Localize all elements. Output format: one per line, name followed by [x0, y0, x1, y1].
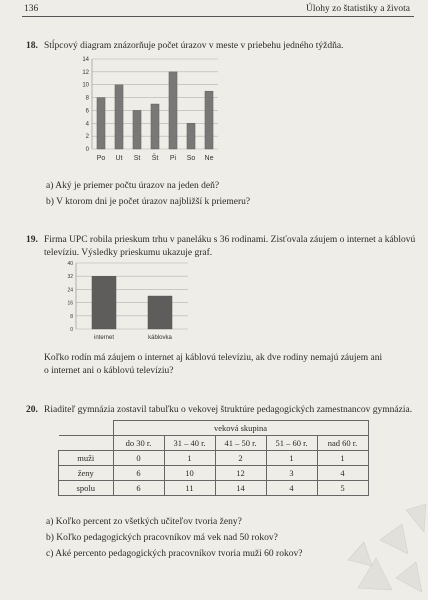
problem-19-question-line1: Koľko rodín má záujem o internet aj káblovú televíziu, ak dve rodiny nemajú záujem ani [44, 353, 383, 363]
problem-19-text-line1: Firma UPC robila prieskum trhu v paneláku s 36 rodinami. Zisťovala záujem o internet a káblovú [44, 235, 416, 245]
problem-18-text: Stĺpcový diagram znázorňuje počet úrazov v meste v priebehu jedného týždňa. [44, 41, 344, 51]
page-number: 136 [24, 4, 39, 14]
y-tick-label: 10 [82, 82, 89, 89]
table-group-header: veková skupina [113, 421, 368, 436]
problem-18-number: 18. [26, 41, 38, 51]
row-label: muži [59, 451, 114, 466]
x-tick-label: Po [96, 155, 106, 162]
survey-bar-chart [60, 258, 210, 348]
bar [92, 276, 116, 329]
y-tick-label: 8 [85, 95, 89, 102]
table-cell: 10 [164, 466, 215, 481]
table-cell: 6 [113, 466, 164, 481]
table-cell: 4 [317, 466, 368, 481]
y-tick-label: 0 [85, 147, 89, 153]
table-cell: 4 [266, 481, 317, 496]
column-header: 41 – 50 r. [215, 436, 266, 451]
chart2-y-ticks [67, 261, 73, 333]
x-tick-label: So [186, 155, 196, 162]
chart1-y-ticks [82, 57, 89, 153]
bar [97, 98, 105, 149]
row-label: spolu [59, 481, 114, 496]
table-cell: 0 [113, 451, 164, 466]
problem-19-text-line2: televíziu. Výsledky prieskumu ukazuje graf. [44, 248, 213, 258]
problem-19-question-line2: o internet ani o káblovú televíziu? [44, 366, 174, 376]
row-label: ženy [59, 466, 114, 481]
column-header: 31 – 40 r. [164, 436, 215, 451]
bar [115, 85, 123, 149]
table-row [59, 451, 369, 466]
table-header-row [59, 436, 369, 451]
x-tick-label: internet [93, 335, 115, 341]
chart1-x-ticks [97, 153, 214, 162]
table-cell: 1 [266, 451, 317, 466]
problem-20-question-c: c) Aké percento pedagogických pracovníkov tvoria muži 60 rokov? [46, 549, 303, 559]
bar [187, 123, 195, 149]
column-header: nad 60 r. [317, 436, 368, 451]
table-cell: 5 [317, 481, 368, 496]
chart2-x-ticks [94, 335, 173, 341]
x-tick-label: káblovka [148, 335, 172, 341]
table-cell: 12 [215, 466, 266, 481]
x-tick-label: Pi [169, 155, 177, 162]
x-tick-label: Št [151, 155, 159, 162]
problem-20-question-a: a) Koľko percent zo všetkých učiteľov tvoria ženy? [46, 517, 242, 527]
table-cell: 1 [317, 451, 368, 466]
table-cell: 6 [113, 481, 164, 496]
problem-20-text: Riaditeľ gymnázia zostavil tabuľku o vekovej štruktúre pedagogických zamestnancov gymnázia. [44, 405, 413, 415]
y-tick-label: 24 [67, 287, 73, 294]
injury-bar-chart [70, 54, 230, 172]
y-tick-label: 0 [70, 327, 73, 333]
column-header: 51 – 60 r. [266, 436, 317, 451]
y-tick-label: 32 [67, 274, 73, 281]
y-tick-label: 8 [70, 313, 73, 320]
problem-18-question-a: a) Aký je priemer počtu úrazov na jeden deň? [46, 181, 220, 191]
x-tick-label: St [133, 155, 141, 162]
problem-20-question-b: b) Koľko pedagogických pracovníkov má vek nad 50 rokov? [46, 533, 278, 543]
table-cell: 14 [215, 481, 266, 496]
y-tick-label: 40 [67, 261, 73, 267]
x-tick-label: Ne [204, 155, 214, 162]
y-tick-label: 14 [82, 57, 89, 63]
bar [169, 72, 177, 149]
problem-18-question-b: b) V ktorom dni je počet úrazov najbližší k priemeru? [46, 197, 251, 207]
bar [148, 296, 172, 329]
x-tick-label: Ut [115, 155, 123, 162]
running-title: Úlohy zo štatistiky a života [306, 4, 410, 14]
table-cell: 3 [266, 466, 317, 481]
bar [205, 91, 213, 149]
column-header: do 30 r. [113, 436, 164, 451]
table-cell: 11 [164, 481, 215, 496]
y-tick-label: 16 [67, 300, 73, 307]
problem-20-number: 20. [26, 405, 38, 415]
corner-ornament [318, 470, 428, 600]
bar [151, 104, 159, 149]
y-tick-label: 12 [82, 69, 89, 76]
bar [133, 110, 141, 149]
table-cell: 1 [164, 451, 215, 466]
header-rule [22, 16, 414, 17]
y-tick-label: 4 [85, 121, 89, 128]
y-tick-label: 6 [85, 108, 89, 115]
table-cell: 2 [215, 451, 266, 466]
y-tick-label: 2 [85, 134, 89, 141]
problem-19-number: 19. [26, 235, 38, 245]
